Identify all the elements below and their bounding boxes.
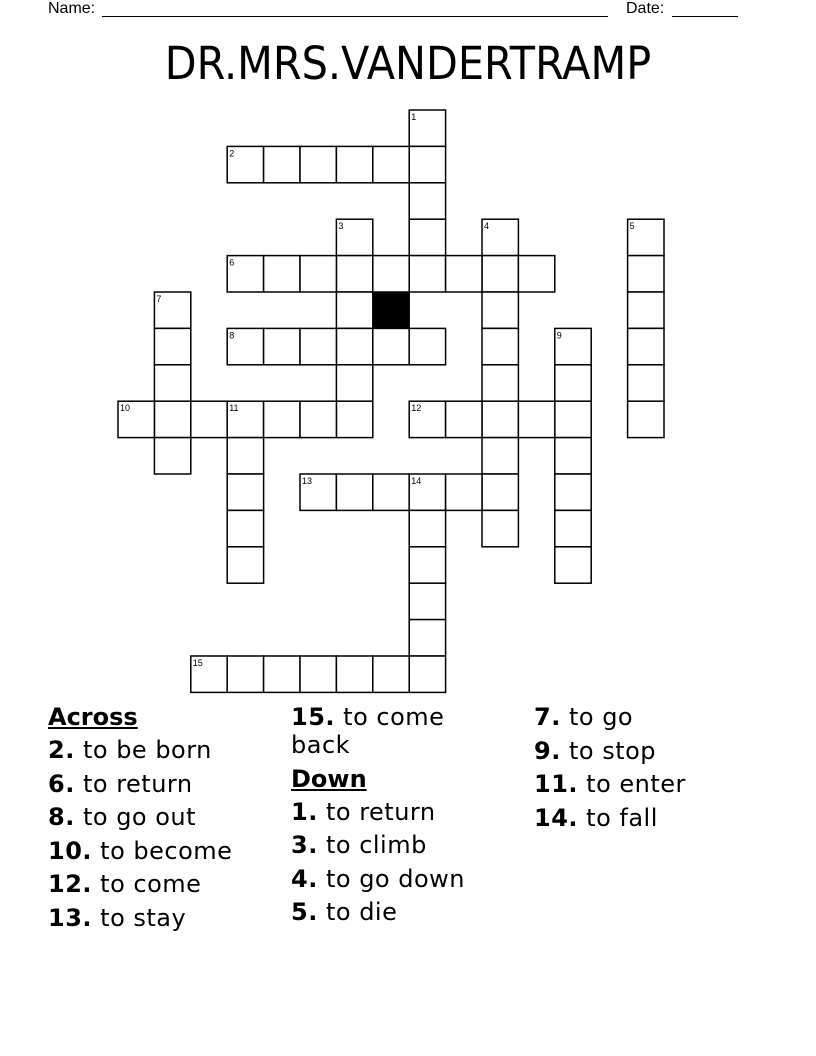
grid-cell[interactable] — [227, 510, 263, 546]
grid-cell[interactable] — [336, 656, 372, 692]
clues-column-3 — [534, 703, 764, 837]
grid-cell[interactable] — [227, 438, 263, 474]
clue-across-12: 12. to come — [48, 870, 202, 898]
grid-cell[interactable] — [227, 656, 263, 692]
grid-cell[interactable] — [409, 620, 445, 656]
grid-cell[interactable] — [482, 438, 518, 474]
clue-down-4: 4. to go down — [291, 864, 465, 893]
grid-cell[interactable] — [300, 146, 336, 182]
grid-cell[interactable] — [409, 547, 445, 583]
grid-cell[interactable] — [300, 328, 336, 364]
grid-cell[interactable] — [482, 365, 518, 401]
clue-across-6: 6. to return — [48, 769, 193, 798]
grid-cell[interactable] — [373, 146, 409, 182]
grid-cell[interactable] — [409, 256, 445, 292]
clue-across-15: 15. to come back — [291, 703, 445, 759]
grid-cell[interactable] — [555, 510, 591, 546]
grid-cell[interactable] — [373, 474, 409, 510]
grid-cell[interactable] — [336, 292, 372, 328]
clue-down-3: 3. to climb — [291, 831, 427, 859]
clues-column-1 — [48, 703, 288, 937]
down-heading: Down — [291, 764, 367, 793]
clue-down-7: 7. to go — [534, 703, 634, 731]
grid-cell[interactable] — [154, 438, 190, 474]
grid-cell[interactable] — [336, 401, 372, 437]
clue-across-13: 13. to stay — [48, 903, 187, 932]
grid-cell[interactable] — [227, 474, 263, 510]
grid-cell[interactable] — [628, 256, 664, 292]
name-label: Name: — [48, 0, 96, 17]
grid-cell[interactable] — [154, 365, 190, 401]
grid-cell[interactable] — [518, 256, 554, 292]
grid-cell[interactable] — [409, 146, 445, 182]
clue-across-8: 8. to go out — [48, 803, 197, 831]
grid-cell[interactable] — [628, 328, 664, 364]
grid-cell[interactable] — [446, 256, 482, 292]
grid-cell-number: 6 — [229, 257, 235, 268]
grid-cell[interactable] — [227, 547, 263, 583]
grid-cell[interactable] — [628, 365, 664, 401]
grid-cell[interactable] — [409, 328, 445, 364]
grid-cell[interactable] — [446, 401, 482, 437]
grid-cell[interactable] — [409, 510, 445, 546]
grid-cell[interactable] — [336, 474, 372, 510]
grid-cell[interactable] — [264, 146, 300, 182]
grid-cell[interactable] — [555, 438, 591, 474]
grid-cell-number: 9 — [556, 330, 562, 341]
grid-cell-number: 1 — [411, 112, 417, 122]
grid-cell[interactable] — [409, 583, 445, 619]
grid-cell[interactable] — [336, 256, 372, 292]
grid-cell[interactable] — [264, 328, 300, 364]
grid-cell[interactable] — [373, 256, 409, 292]
grid-cell[interactable] — [264, 401, 300, 437]
grid-cell-number: 13 — [302, 476, 313, 486]
grid-cell-number: 3 — [338, 221, 344, 232]
grid-cell[interactable] — [191, 401, 227, 437]
grid-cell[interactable] — [300, 656, 336, 692]
grid-cell[interactable] — [482, 292, 518, 328]
grid-cell[interactable] — [336, 146, 372, 182]
grid-cell-number: 14 — [411, 476, 422, 486]
grid-cell[interactable] — [409, 183, 445, 219]
clue-down-11: 11. to enter — [534, 770, 686, 798]
grid-cell[interactable] — [154, 328, 190, 364]
clue-across-2: 2. to be born — [48, 736, 212, 764]
grid-cell[interactable] — [482, 510, 518, 546]
clue-across-10: 10. to become — [48, 836, 233, 865]
grid-cell[interactable] — [446, 474, 482, 510]
grid-cell[interactable] — [482, 328, 518, 364]
grid-cell-number: 7 — [156, 294, 162, 304]
grid-cell[interactable] — [264, 256, 300, 292]
clue-down-9: 9. to stop — [534, 736, 657, 765]
grid-black-cell — [373, 292, 409, 328]
grid-cell[interactable] — [336, 328, 372, 364]
grid-cell[interactable] — [154, 401, 190, 437]
grid-cell[interactable] — [555, 365, 591, 401]
date-label: Date: — [626, 0, 665, 17]
grid-cell[interactable] — [628, 401, 664, 437]
across-heading: Across — [48, 703, 138, 731]
grid-cell-number: 2 — [229, 148, 235, 159]
grid-cell[interactable] — [264, 656, 300, 692]
grid-cell[interactable] — [628, 292, 664, 328]
grid-cell-number: 4 — [484, 221, 490, 232]
clue-down-14: 14. to fall — [534, 803, 658, 832]
grid-cell[interactable] — [300, 401, 336, 437]
grid-cell-number: 8 — [229, 330, 235, 341]
page-title: DR.MRS.VANDERTRAMP — [164, 37, 652, 90]
grid-cell[interactable] — [555, 547, 591, 583]
grid-cell-number: 15 — [192, 658, 203, 668]
grid-cell[interactable] — [482, 474, 518, 510]
grid-cell[interactable] — [555, 401, 591, 437]
grid-cell[interactable] — [300, 256, 336, 292]
grid-cell[interactable] — [409, 219, 445, 255]
grid-cell[interactable] — [373, 328, 409, 364]
grid-cell[interactable] — [336, 365, 372, 401]
grid-cell-number: 5 — [629, 221, 635, 232]
grid-cell-number: 11 — [229, 403, 239, 414]
grid-cell-number: 12 — [411, 403, 422, 414]
grid-cell-number: 10 — [120, 403, 131, 414]
grid-cell[interactable] — [482, 256, 518, 292]
grid-cell[interactable] — [555, 474, 591, 510]
grid-cell[interactable] — [518, 401, 554, 437]
clue-down-1: 1. to return — [291, 797, 436, 826]
clues-column-2 — [291, 703, 491, 932]
grid-cell[interactable] — [373, 656, 409, 692]
grid-cell[interactable] — [409, 656, 445, 692]
clue-down-5: 5. to die — [291, 898, 398, 926]
grid-cell[interactable] — [482, 401, 518, 437]
